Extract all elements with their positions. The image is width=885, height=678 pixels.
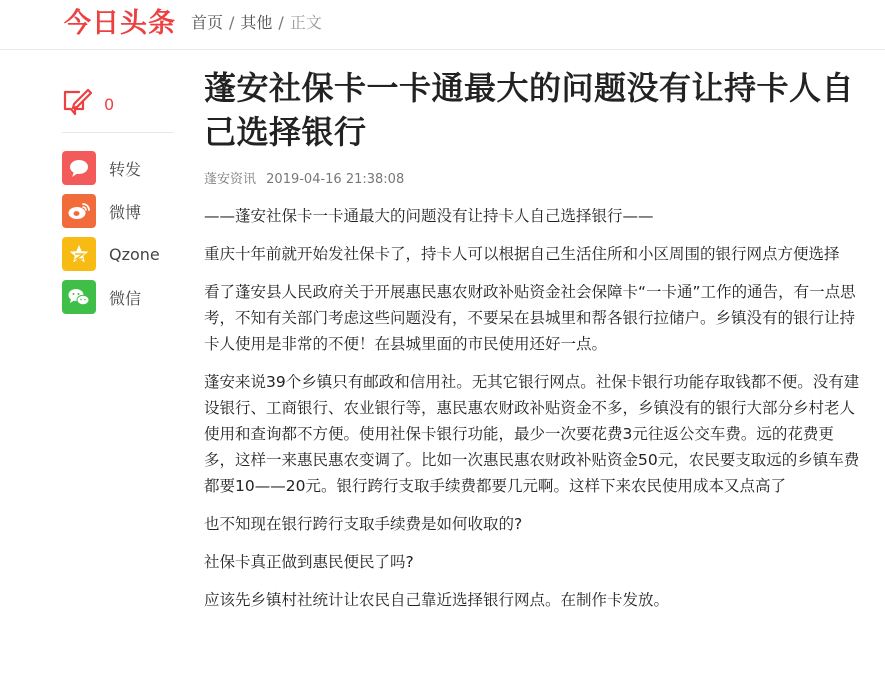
article-title: 蓬安社保卡一卡通最大的问题没有让持卡人自己选择银行 [204,69,855,151]
article-paragraph: 社保卡真正做到惠民便民了吗? [204,553,414,571]
share-wechat-label: 微信 [109,288,142,308]
weibo-icon [62,194,96,228]
breadcrumb-other[interactable]: 其他 [240,13,273,32]
breadcrumb-current: 正文 [289,13,322,32]
article-meta [204,171,864,189]
comment-count: 0 [104,94,115,114]
share-wechat[interactable] [62,280,174,314]
article-time: 2019-04-16 21:38:08 [266,172,405,187]
article-paragraph: 也不知现在银行跨行支取手续费是如何收取的? [204,515,523,533]
top-bar [0,0,885,50]
article-paragraph: 应该先乡镇村社统计让农民自己靠近选择银行网点。在制作卡发放。 [204,591,670,609]
comment-edit-icon [62,87,94,121]
share-weibo-label: 微博 [109,202,142,222]
share-qzone[interactable] [62,237,174,271]
article-paragraph: 蓬安来说39个乡镇只有邮政和信用社。无其它银行网点。社保卡银行功能存取钱都不便。没有建设银行、工商银行、农业银行等，惠民惠农财政补贴资金不多，乡镇没有的银行大部分乡村老人使用和查询都不方便。使用社保卡银行功能，最少一次要花费3元往返公交车费。远的花费更多，这样一来惠民惠农变调了。比如一次惠民惠农财政补贴资金50元，农民要支取远的乡镇车费都要10——20元。银行跨行支取手续费都要几元啊。这样下来农民使用成本又点高了 [204,373,860,495]
article-source[interactable]: 蓬安资讯 [204,172,257,187]
comment-button[interactable] [62,86,174,122]
share-qzone-label: Qzone [109,244,160,264]
share-forward-label: 转发 [109,159,142,179]
article-paragraph: 看了蓬安县人民政府关于开展惠民惠农财政补贴资金社会保障卡“一卡通”工作的通告，有一点思考，不知有关部门考虑这些问题没有，不要呆在县城里和帮各银行拉储户。乡镇没有的银行让持卡人使用是非常的不便！在县城里面的市民使用还好一点。 [204,283,856,353]
toutiao-logo[interactable]: 今日头条 [64,8,176,39]
article-body [204,203,864,613]
article-paragraph: 重庆十年前就开始发社保卡了，持卡人可以根据自己生活住所和小区周围的银行网点方便选择 [204,245,840,263]
breadcrumb [191,12,322,34]
article [204,66,864,625]
share-forward[interactable] [62,151,174,185]
breadcrumb-home[interactable]: 首页 [191,13,224,32]
breadcrumb-separator: / [229,13,235,32]
sidebar-divider [62,132,174,133]
share-sidebar [62,86,174,314]
article-paragraph: ——蓬安社保卡一卡通最大的问题没有让持卡人自己选择银行—— [204,207,654,225]
wechat-icon [62,280,96,314]
share-weibo[interactable] [62,194,174,228]
qzone-icon [62,237,96,271]
breadcrumb-separator: / [278,13,284,32]
forward-icon [62,151,96,185]
